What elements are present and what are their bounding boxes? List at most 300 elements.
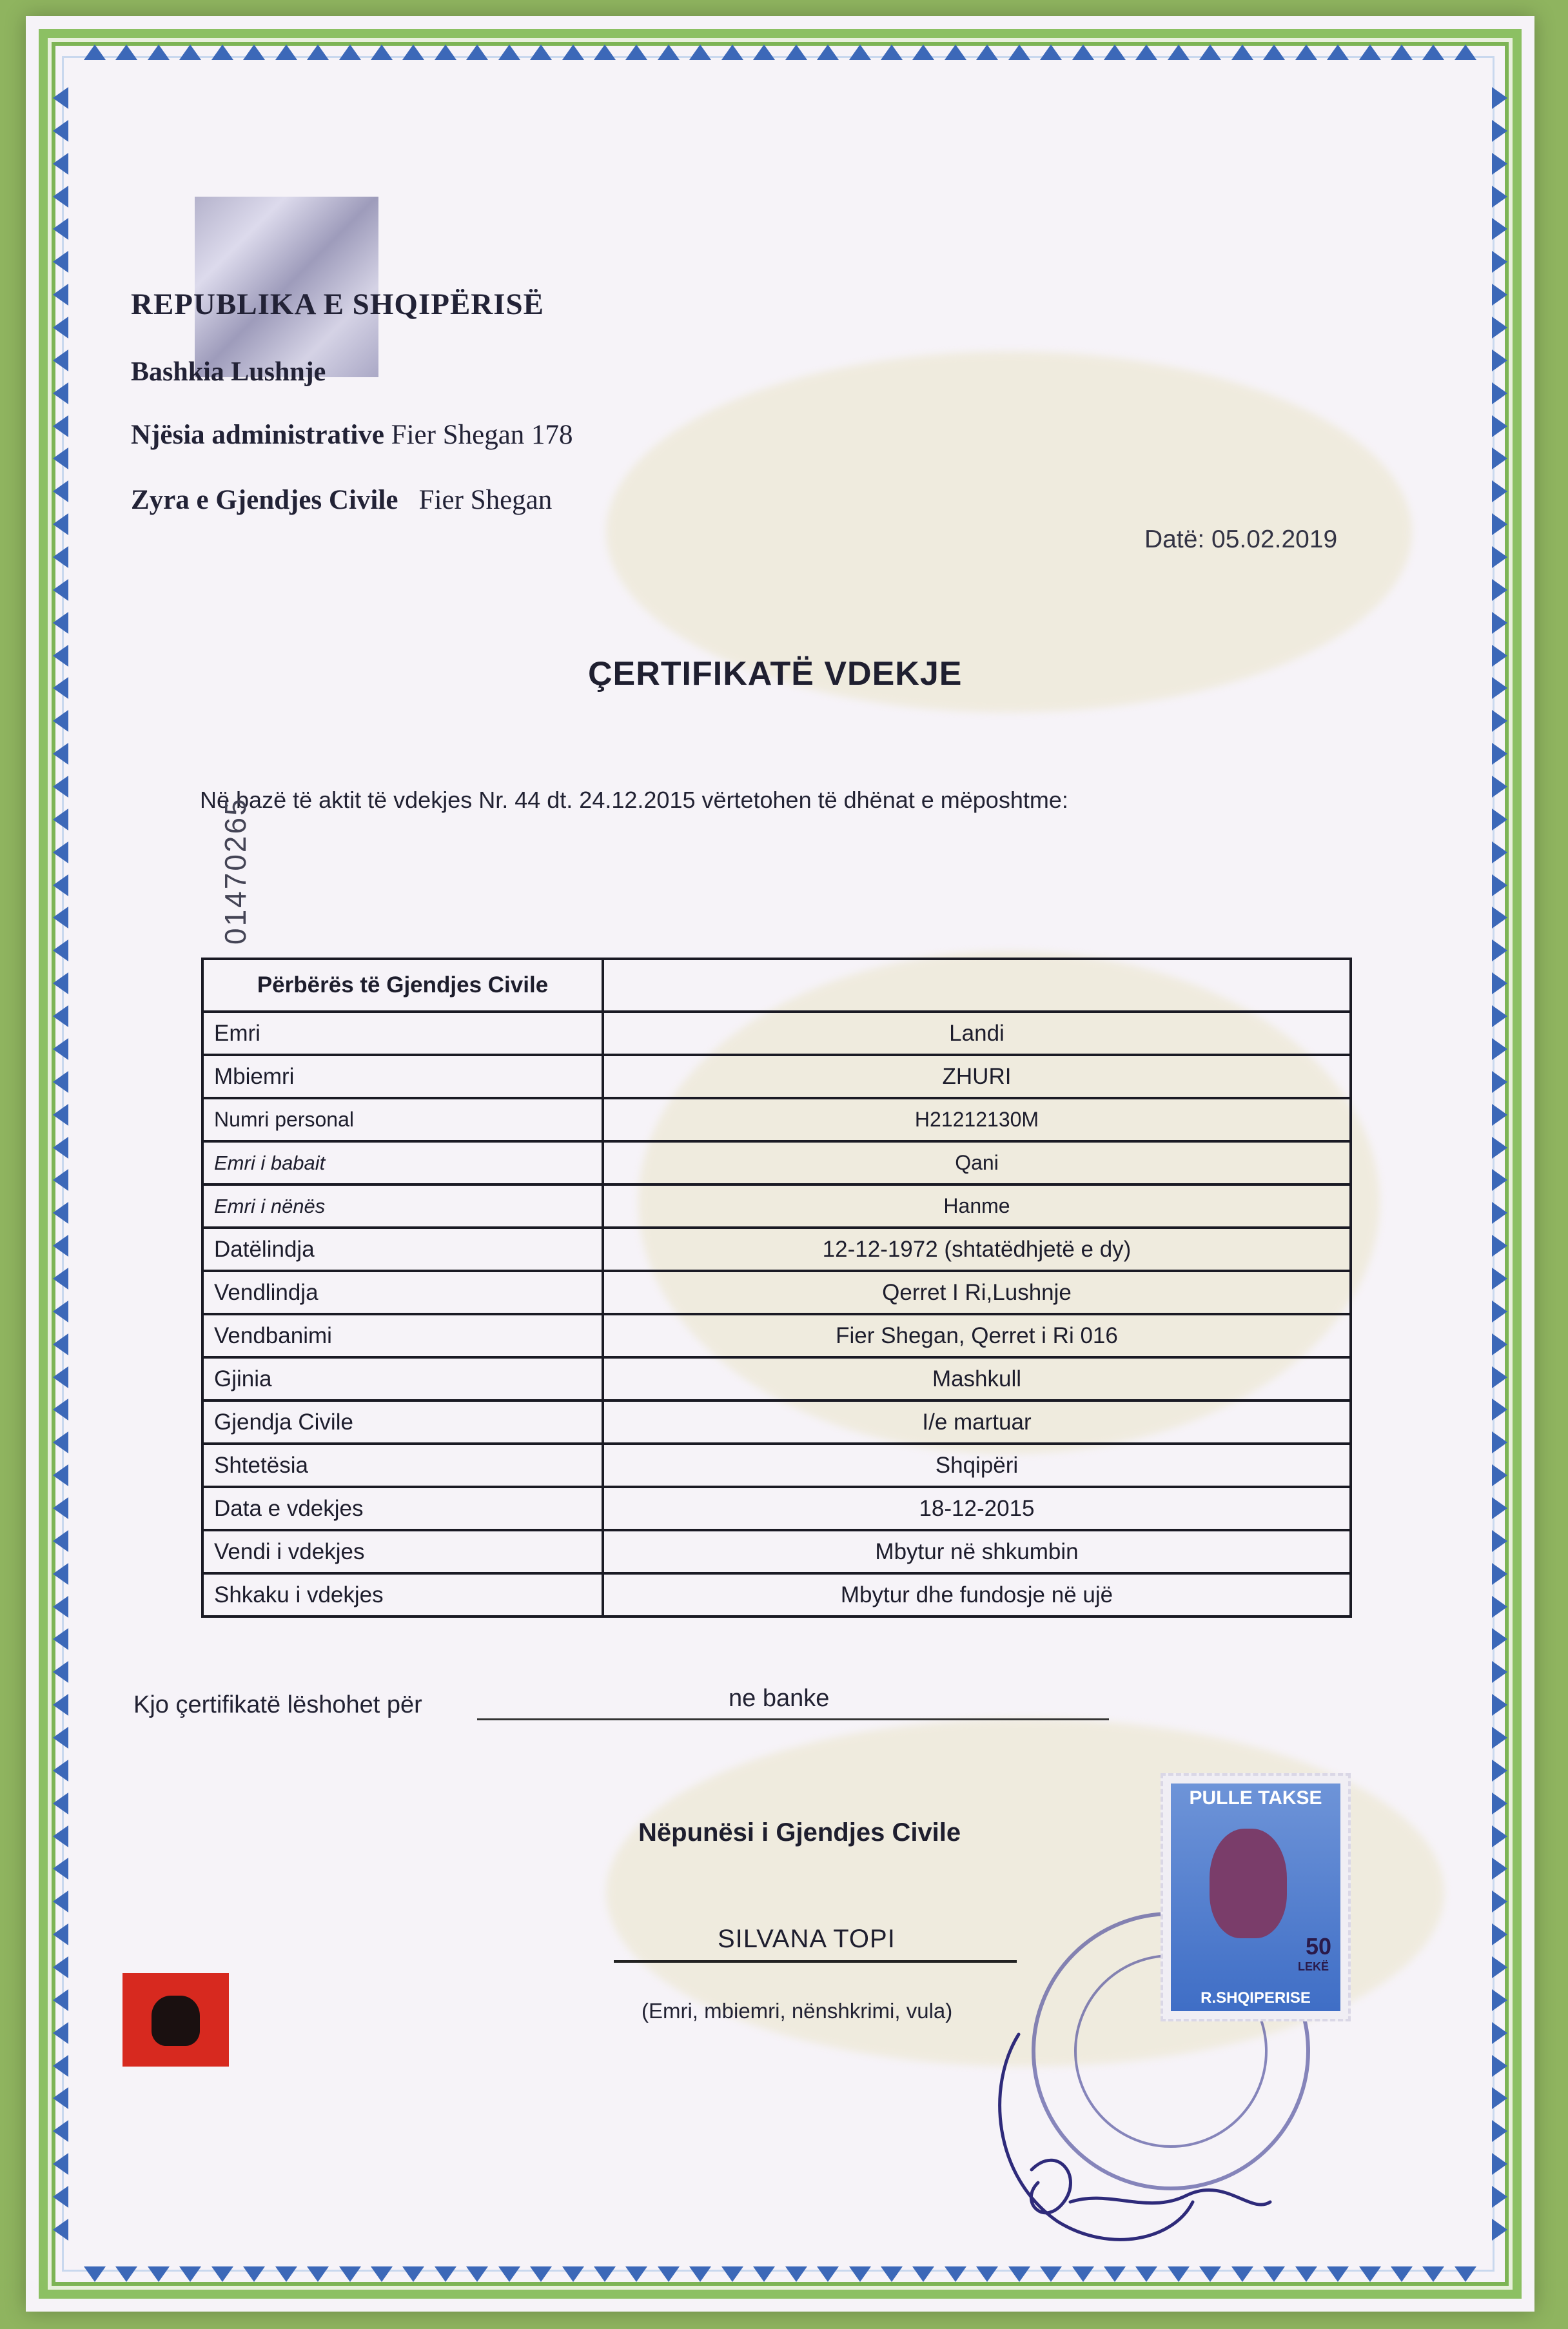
- row-label: Vendi i vdekjes: [202, 1530, 603, 1573]
- table-row: [202, 1400, 1351, 1444]
- border-triangle-icon: [466, 2266, 488, 2282]
- table-row: [202, 1573, 1351, 1617]
- border-triangle-icon: [1199, 2266, 1221, 2282]
- border-triangle-icon: [1492, 1071, 1507, 1093]
- border-triangle-icon: [1492, 284, 1507, 306]
- border-triangle-icon: [1492, 2055, 1507, 2077]
- border-triangle-icon: [435, 44, 456, 60]
- admin-unit-value: Fier Shegan 178: [391, 420, 573, 450]
- border-triangle-icon: [1072, 44, 1094, 60]
- row-value: 12-12-1972 (shtatëdhjetë e dy): [603, 1228, 1351, 1271]
- tax-stamp-face: [1171, 1784, 1340, 2011]
- border-triangle-icon: [53, 2022, 68, 2044]
- handwritten-signature: [980, 2009, 1283, 2254]
- border-triangle-icon: [53, 710, 68, 732]
- border-triangle-icon: [179, 2266, 201, 2282]
- border-triangle-icon: [53, 907, 68, 929]
- border-triangle-icon: [53, 1793, 68, 1814]
- border-triangle-icon: [1492, 1235, 1507, 1257]
- border-triangle-icon: [1492, 87, 1507, 109]
- tax-stamp: [1161, 1773, 1351, 2021]
- border-triangle-icon: [53, 153, 68, 175]
- border-triangle-icon: [1455, 44, 1476, 60]
- border-triangle-icon: [1263, 2266, 1285, 2282]
- border-triangle-icon: [53, 120, 68, 142]
- border-triangle-icon: [658, 2266, 680, 2282]
- border-triangle-icon: [53, 776, 68, 798]
- row-label: Gjendja Civile: [202, 1400, 603, 1444]
- border-triangle-icon: [402, 44, 424, 60]
- border-triangle-icon: [1492, 1530, 1507, 1552]
- row-value: ZHURI: [603, 1055, 1351, 1098]
- table-row: [202, 1012, 1351, 1055]
- border-triangle-icon: [53, 1431, 68, 1453]
- border-triangle-icon: [1492, 2186, 1507, 2208]
- border-triangle-icon: [1492, 251, 1507, 273]
- border-triangle-icon: [53, 579, 68, 601]
- border-triangle-icon: [53, 1858, 68, 1880]
- row-label: Emri i babait: [202, 1141, 603, 1184]
- border-triangle-icon: [1492, 939, 1507, 961]
- border-triangle-icon: [1455, 2266, 1476, 2282]
- row-label: Mbiemri: [202, 1055, 603, 1098]
- border-triangle-icon: [1359, 44, 1381, 60]
- border-triangle-icon: [753, 44, 775, 60]
- border-triangle-icon: [1295, 44, 1317, 60]
- border-triangle-icon: [53, 1104, 68, 1126]
- table-row: [202, 1314, 1351, 1357]
- row-label: Datëlindja: [202, 1228, 603, 1271]
- row-label: Data e vdekjes: [202, 1487, 603, 1530]
- border-triangle-icon: [817, 2266, 839, 2282]
- border-triangle-icon: [1492, 1793, 1507, 1814]
- border-triangle-icon: [1327, 2266, 1349, 2282]
- row-label: Vendlindja: [202, 1271, 603, 1314]
- border-triangle-icon: [1263, 44, 1285, 60]
- border-triangle-icon: [594, 2266, 616, 2282]
- border-triangle-icon: [53, 317, 68, 339]
- issue-date: Datë: 05.02.2019: [1144, 526, 1338, 553]
- border-triangle-icon: [53, 1268, 68, 1290]
- border-triangle-icon: [53, 1956, 68, 1978]
- border-triangle-icon: [1492, 1333, 1507, 1355]
- border-triangle-icon: [721, 44, 743, 60]
- border-triangle-icon: [1492, 1497, 1507, 1519]
- border-triangle-icon: [849, 44, 871, 60]
- border-triangle-icon: [1492, 743, 1507, 765]
- border-triangle-icon: [1492, 1366, 1507, 1388]
- border-triangle-icon: [243, 2266, 265, 2282]
- border-triangle-icon: [498, 2266, 520, 2282]
- clerk-name: SILVANA TOPI: [718, 1925, 896, 1953]
- border-triangle-icon: [1492, 513, 1507, 535]
- table-row: [202, 1271, 1351, 1314]
- border-triangle-icon: [307, 2266, 329, 2282]
- row-label: Vendbanimi: [202, 1314, 603, 1357]
- border-triangle-icon: [1492, 349, 1507, 371]
- row-label: Emri i nënës: [202, 1184, 603, 1228]
- border-triangle-icon: [530, 2266, 552, 2282]
- border-triangle-icon: [1492, 382, 1507, 404]
- border-triangle-icon: [53, 1235, 68, 1257]
- border-triangle-icon: [625, 2266, 647, 2282]
- border-triangle-icon: [371, 2266, 393, 2282]
- document-title: ÇERTIFIKATË VDEKJE: [588, 655, 963, 693]
- table-header-blank: [603, 959, 1351, 1012]
- border-triangle-icon: [1040, 2266, 1062, 2282]
- border-triangle-icon: [1327, 44, 1349, 60]
- border-triangle-icon: [53, 2219, 68, 2241]
- border-triangle-icon: [53, 2055, 68, 2077]
- border-triangle-icon: [976, 2266, 998, 2282]
- border-triangle-icon: [1492, 612, 1507, 634]
- civil-data-table: [201, 958, 1352, 1618]
- border-triangle-icon: [1492, 1005, 1507, 1027]
- albanian-flag-icon: [122, 1973, 229, 2067]
- table-row: [202, 1530, 1351, 1573]
- border-triangle-icon: [1492, 841, 1507, 863]
- row-value: Mbytur dhe fundosje në ujë: [603, 1573, 1351, 1617]
- border-triangle-icon: [53, 1923, 68, 1945]
- issued-for-value: ne banke: [729, 1685, 830, 1712]
- border-triangle-icon: [53, 1694, 68, 1716]
- border-triangle-icon: [53, 1202, 68, 1224]
- border-triangle-icon: [53, 349, 68, 371]
- border-triangle-icon: [1008, 2266, 1030, 2282]
- border-triangle-icon: [689, 2266, 711, 2282]
- border-triangle-icon: [1135, 44, 1157, 60]
- border-triangle-icon: [84, 44, 106, 60]
- border-triangle-icon: [1359, 2266, 1381, 2282]
- border-triangle-icon: [945, 44, 966, 60]
- row-value: Shqipëri: [603, 1444, 1351, 1487]
- border-triangle-icon: [1492, 1956, 1507, 1978]
- border-triangle-icon: [307, 44, 329, 60]
- border-triangle-icon: [466, 44, 488, 60]
- border-triangle-icon: [562, 44, 584, 60]
- border-triangle-icon: [179, 44, 201, 60]
- border-triangle-icon: [53, 2153, 68, 2175]
- tax-stamp-unit: LEKË: [1297, 1960, 1329, 1973]
- border-triangle-icon: [53, 2186, 68, 2208]
- row-label: Numri personal: [202, 1098, 603, 1141]
- border-triangle-icon: [912, 44, 934, 60]
- border-triangle-icon: [275, 44, 297, 60]
- border-triangle-icon: [53, 972, 68, 994]
- border-triangle-icon: [1492, 415, 1507, 437]
- border-triangle-icon: [1104, 44, 1126, 60]
- border-triangle-icon: [945, 2266, 966, 2282]
- civil-office-label: Zyra e Gjendjes Civile: [131, 485, 398, 515]
- border-triangle-icon: [53, 218, 68, 240]
- border-triangle-icon: [1492, 2022, 1507, 2044]
- border-triangle-icon: [1231, 2266, 1253, 2282]
- border-triangle-icon: [1168, 2266, 1190, 2282]
- border-triangle-icon: [53, 939, 68, 961]
- border-triangle-icon: [53, 677, 68, 699]
- row-value: Qerret I Ri,Lushnje: [603, 1271, 1351, 1314]
- table-row: [202, 1055, 1351, 1098]
- serial-number: 01470265: [219, 797, 252, 945]
- border-triangle-icon: [339, 2266, 361, 2282]
- border-triangle-icon: [594, 44, 616, 60]
- admin-unit-line: [131, 419, 573, 451]
- civil-office-line: [131, 484, 552, 516]
- border-triangle-icon: [53, 1727, 68, 1749]
- border-triangle-icon: [53, 1366, 68, 1388]
- border-triangle-icon: [1492, 1399, 1507, 1420]
- table-row: [202, 1184, 1351, 1228]
- border-triangle-icon: [1168, 44, 1190, 60]
- row-value: H21212130M: [603, 1098, 1351, 1141]
- row-label: Shtetësia: [202, 1444, 603, 1487]
- border-triangle-icon: [339, 44, 361, 60]
- border-triangle-icon: [53, 1596, 68, 1618]
- border-triangle-icon: [562, 2266, 584, 2282]
- border-triangle-icon: [881, 2266, 903, 2282]
- border-triangle-icon: [53, 1628, 68, 1650]
- certificate-paper: [26, 16, 1534, 2312]
- border-triangle-icon: [1492, 1169, 1507, 1191]
- republic-heading: REPUBLIKA E SHQIPËRISË: [131, 288, 545, 321]
- border-triangle-icon: [211, 44, 233, 60]
- border-triangle-icon: [1492, 677, 1507, 699]
- border-triangle-icon: [1492, 1104, 1507, 1126]
- civil-office-value: Fier Shegan: [418, 485, 553, 515]
- border-triangle-icon: [1492, 2120, 1507, 2142]
- border-triangle-icon: [53, 480, 68, 502]
- border-triangle-icon: [530, 44, 552, 60]
- border-triangle-icon: [53, 874, 68, 896]
- border-triangle-icon: [1422, 2266, 1444, 2282]
- border-triangle-icon: [1492, 907, 1507, 929]
- border-triangle-icon: [53, 87, 68, 109]
- signature-line: [614, 1960, 1017, 1963]
- row-value: 18-12-2015: [603, 1487, 1351, 1530]
- issued-for-label: Kjo çertifikatë lëshohet për: [133, 1691, 422, 1718]
- border-triangle-icon: [1492, 1628, 1507, 1650]
- border-triangle-icon: [1492, 710, 1507, 732]
- border-triangle-icon: [53, 1038, 68, 1060]
- table-row: [202, 1357, 1351, 1400]
- border-triangle-icon: [1492, 186, 1507, 208]
- border-triangle-icon: [53, 447, 68, 469]
- border-triangle-icon: [53, 1760, 68, 1782]
- table-row: [202, 1141, 1351, 1184]
- border-triangle-icon: [1104, 2266, 1126, 2282]
- border-triangle-icon: [625, 44, 647, 60]
- border-triangle-icon: [1492, 2219, 1507, 2241]
- border-triangle-icon: [1492, 579, 1507, 601]
- border-triangle-icon: [115, 2266, 137, 2282]
- border-triangle-icon: [148, 44, 170, 60]
- border-triangle-icon: [1492, 447, 1507, 469]
- border-triangle-icon: [53, 186, 68, 208]
- border-triangle-icon: [53, 1661, 68, 1683]
- border-triangle-icon: [1492, 1858, 1507, 1880]
- border-triangle-icon: [1492, 1694, 1507, 1716]
- border-triangle-icon: [1492, 776, 1507, 798]
- row-label: Emri: [202, 1012, 603, 1055]
- border-triangle-icon: [1492, 1038, 1507, 1060]
- border-triangle-icon: [658, 44, 680, 60]
- border-triangle-icon: [1492, 874, 1507, 896]
- row-label: Shkaku i vdekjes: [202, 1573, 603, 1617]
- table-header-row: [202, 959, 1351, 1012]
- border-triangle-icon: [53, 1137, 68, 1159]
- border-triangle-icon: [1492, 1825, 1507, 1847]
- border-triangle-icon: [53, 415, 68, 437]
- border-triangles-left: [53, 87, 70, 2241]
- border-triangle-icon: [1492, 1596, 1507, 1618]
- border-triangle-icon: [721, 2266, 743, 2282]
- border-triangle-icon: [53, 284, 68, 306]
- border-triangle-icon: [53, 1301, 68, 1322]
- border-triangle-icon: [115, 44, 137, 60]
- border-triangle-icon: [1492, 1464, 1507, 1486]
- intro-text: Në bazë të aktit të vdekjes Nr. 44 dt. 24.12.2015 vërtetohen të dhënat e mëposhtme:: [200, 787, 1068, 813]
- clerk-title: Nëpunësi i Gjendjes Civile: [638, 1818, 961, 1847]
- border-triangle-icon: [53, 546, 68, 568]
- border-triangle-icon: [53, 645, 68, 667]
- row-value: Hanme: [603, 1184, 1351, 1228]
- row-value: Fier Shegan, Qerret i Ri 016: [603, 1314, 1351, 1357]
- tax-stamp-value: 50: [1305, 1933, 1331, 1960]
- border-triangle-icon: [785, 44, 807, 60]
- double-eagle-icon: [152, 1996, 200, 2046]
- border-triangle-icon: [148, 2266, 170, 2282]
- border-triangle-icon: [1492, 1661, 1507, 1683]
- border-triangles-right: [1492, 87, 1509, 2241]
- border-triangle-icon: [275, 2266, 297, 2282]
- border-triangle-icon: [53, 2087, 68, 2109]
- border-triangle-icon: [53, 1333, 68, 1355]
- border-triangle-icon: [753, 2266, 775, 2282]
- border-triangle-icon: [1492, 645, 1507, 667]
- border-triangle-icon: [53, 1989, 68, 2011]
- table-row: [202, 1444, 1351, 1487]
- border-triangle-icon: [402, 2266, 424, 2282]
- border-triangle-icon: [53, 1399, 68, 1420]
- border-triangle-icon: [1492, 218, 1507, 240]
- municipality-label: Bashkia Lushnje: [131, 357, 326, 387]
- border-triangle-icon: [1492, 1760, 1507, 1782]
- border-triangle-icon: [53, 251, 68, 273]
- border-triangle-icon: [1492, 1202, 1507, 1224]
- border-triangle-icon: [211, 2266, 233, 2282]
- border-triangle-icon: [53, 1464, 68, 1486]
- border-triangle-icon: [1492, 120, 1507, 142]
- border-triangle-icon: [53, 743, 68, 765]
- issued-for-underline: [477, 1718, 1109, 1720]
- portrait-icon: [1210, 1829, 1287, 1938]
- border-triangle-icon: [1040, 44, 1062, 60]
- border-triangle-icon: [1199, 44, 1221, 60]
- border-triangle-icon: [53, 1891, 68, 1912]
- border-triangle-icon: [1492, 1727, 1507, 1749]
- border-triangle-icon: [435, 2266, 456, 2282]
- border-triangle-icon: [1492, 1923, 1507, 1945]
- border-triangle-icon: [1295, 2266, 1317, 2282]
- border-triangle-icon: [1492, 546, 1507, 568]
- border-triangle-icon: [53, 1530, 68, 1552]
- border-triangle-icon: [1492, 1431, 1507, 1453]
- row-value: Mashkull: [603, 1357, 1351, 1400]
- border-triangle-icon: [53, 382, 68, 404]
- tax-stamp-title: PULLE TAKSE: [1189, 1787, 1322, 1809]
- border-triangle-icon: [53, 1169, 68, 1191]
- border-triangle-icon: [53, 1005, 68, 1027]
- border-triangle-icon: [1492, 809, 1507, 830]
- row-value: Qani: [603, 1141, 1351, 1184]
- border-triangle-icon: [1391, 2266, 1413, 2282]
- border-triangle-icon: [1492, 2153, 1507, 2175]
- border-triangle-icon: [243, 44, 265, 60]
- border-triangle-icon: [976, 44, 998, 60]
- border-triangle-icon: [1492, 2087, 1507, 2109]
- border-triangle-icon: [1422, 44, 1444, 60]
- border-triangle-icon: [498, 44, 520, 60]
- border-triangle-icon: [849, 2266, 871, 2282]
- border-triangle-icon: [371, 44, 393, 60]
- row-label: Gjinia: [202, 1357, 603, 1400]
- table-header: Përbërës të Gjendjes Civile: [202, 959, 603, 1012]
- border-triangle-icon: [785, 2266, 807, 2282]
- border-triangle-icon: [1492, 480, 1507, 502]
- table-row: [202, 1228, 1351, 1271]
- border-triangle-icon: [817, 44, 839, 60]
- border-triangle-icon: [1391, 44, 1413, 60]
- border-triangle-icon: [1492, 1301, 1507, 1322]
- row-value: Landi: [603, 1012, 1351, 1055]
- border-triangle-icon: [1231, 44, 1253, 60]
- border-triangles-top: [84, 44, 1476, 61]
- border-triangle-icon: [912, 2266, 934, 2282]
- border-triangle-icon: [1072, 2266, 1094, 2282]
- border-triangle-icon: [1492, 1989, 1507, 2011]
- row-value: I/e martuar: [603, 1400, 1351, 1444]
- border-triangle-icon: [53, 1071, 68, 1093]
- border-triangle-icon: [1492, 153, 1507, 175]
- border-triangle-icon: [53, 1825, 68, 1847]
- border-triangle-icon: [881, 44, 903, 60]
- admin-unit-label: Njësia administrative: [131, 420, 384, 450]
- border-triangle-icon: [53, 841, 68, 863]
- border-triangle-icon: [1008, 44, 1030, 60]
- border-triangles-bottom: [84, 2266, 1476, 2283]
- table-row: [202, 1487, 1351, 1530]
- border-triangle-icon: [1492, 972, 1507, 994]
- border-triangle-icon: [1492, 1891, 1507, 1912]
- border-triangle-icon: [53, 2120, 68, 2142]
- border-triangle-icon: [1135, 2266, 1157, 2282]
- signature-caption: (Emri, mbiemri, nënshkrimi, vula): [642, 1999, 953, 2023]
- border-triangle-icon: [53, 513, 68, 535]
- border-triangle-icon: [84, 2266, 106, 2282]
- border-triangle-icon: [53, 1563, 68, 1585]
- border-triangle-icon: [1492, 317, 1507, 339]
- border-triangle-icon: [53, 612, 68, 634]
- border-triangle-icon: [689, 44, 711, 60]
- border-triangle-icon: [1492, 1137, 1507, 1159]
- border-triangle-icon: [1492, 1563, 1507, 1585]
- tax-stamp-country: R.SHQIPERISE: [1200, 1989, 1311, 2007]
- row-value: Mbytur në shkumbin: [603, 1530, 1351, 1573]
- border-triangle-icon: [1492, 1268, 1507, 1290]
- table-row: [202, 1098, 1351, 1141]
- border-triangle-icon: [53, 1497, 68, 1519]
- border-triangle-icon: [53, 809, 68, 830]
